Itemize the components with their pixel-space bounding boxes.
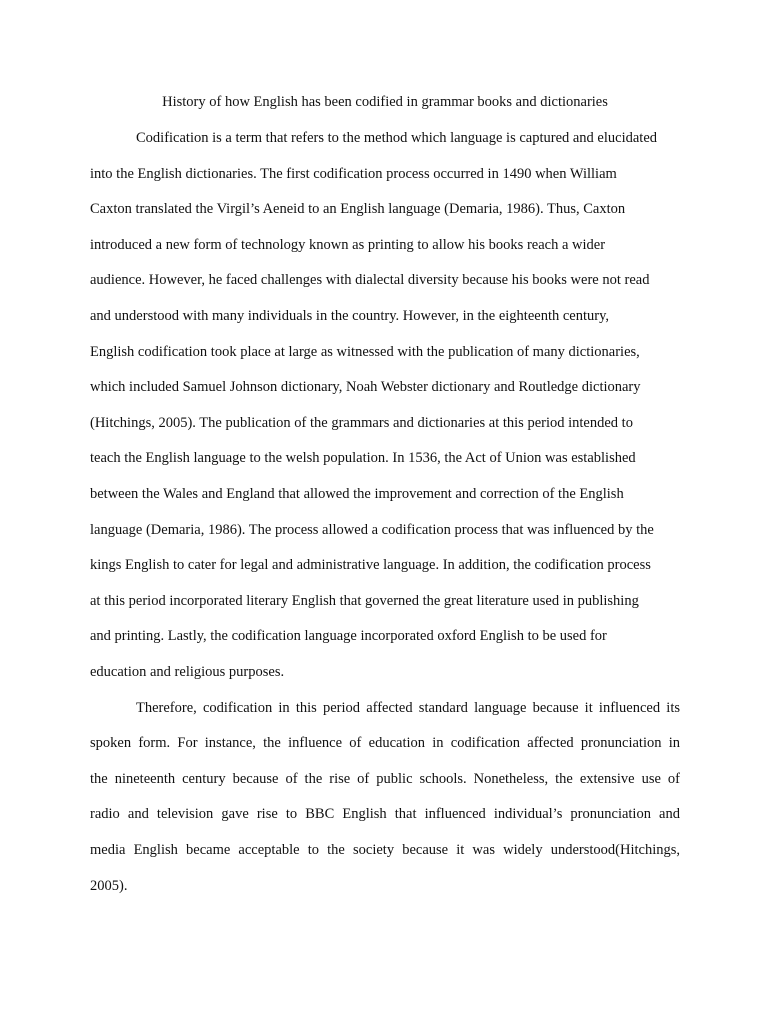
paragraph-1-line-14: at this period incorporated literary English that governed the great literature used in publishing [90, 593, 639, 609]
paragraph-2-line-1: Therefore, codification in this period affected standard language because it influenced its [136, 700, 680, 716]
paragraph-1-line-6: and understood with many individuals in the country. However, in the eighteenth century, [90, 308, 610, 324]
paragraph-2-line-2: spoken form. For instance, the influence of education in codification affected pronunciation in [90, 735, 680, 751]
paragraph-1-line-10: teach the English language to the welsh population. In 1536, the Act of Union was established [90, 450, 636, 466]
paragraph-2-line-4: radio and television gave rise to BBC English that influenced individual’s pronunciation and [90, 806, 680, 822]
paragraph-1-line-7: English codification took place at large as witnessed with the publication of many dictionaries, [90, 344, 640, 360]
paragraph-1-line-8: which included Samuel Johnson dictionary, Noah Webster dictionary and Routledge dictionary [90, 379, 641, 395]
paragraph-1-line-3: Caxton translated the Virgil’s Aeneid to an English language (Demaria, 1986). Thus, Caxton [90, 201, 626, 217]
paragraph-1-line-2: into the English dictionaries. The first codification process occurred in 1490 when William [90, 166, 617, 182]
paragraph-1-line-11: between the Wales and England that allowed the improvement and correction of the English [90, 486, 624, 502]
paragraph-1-line-9: (Hitchings, 2005). The publication of the grammars and dictionaries at this period intended to [90, 415, 633, 431]
paragraph-2-line-3: the nineteenth century because of the rise of public schools. Nonetheless, the extensive use of [90, 771, 680, 787]
paragraph-1-line-5: audience. However, he faced challenges with dialectal diversity because his books were not read [90, 272, 650, 288]
paragraph-1-line-13: kings English to cater for legal and administrative language. In addition, the codification process [90, 557, 651, 573]
document-title: History of how English has been codified in grammar books and dictionaries [162, 94, 608, 110]
paragraph-1-line-4: introduced a new form of technology known as printing to allow his books reach a wider [90, 237, 606, 253]
paragraph-1-line-12: language (Demaria, 1986). The process allowed a codification process that was influenced by the [90, 522, 654, 538]
paragraph-1-line-1: Codification is a term that refers to the method which language is captured and elucidated [136, 130, 658, 146]
paragraph-1-line-15: and printing. Lastly, the codification language incorporated oxford English to be used for [90, 628, 607, 644]
paragraph-1-line-16: education and religious purposes. [90, 664, 285, 680]
paragraph-2-line-6: 2005). [90, 878, 128, 894]
paragraph-2-line-5: media English became acceptable to the society because it was widely understood(Hitchings, [90, 842, 680, 858]
